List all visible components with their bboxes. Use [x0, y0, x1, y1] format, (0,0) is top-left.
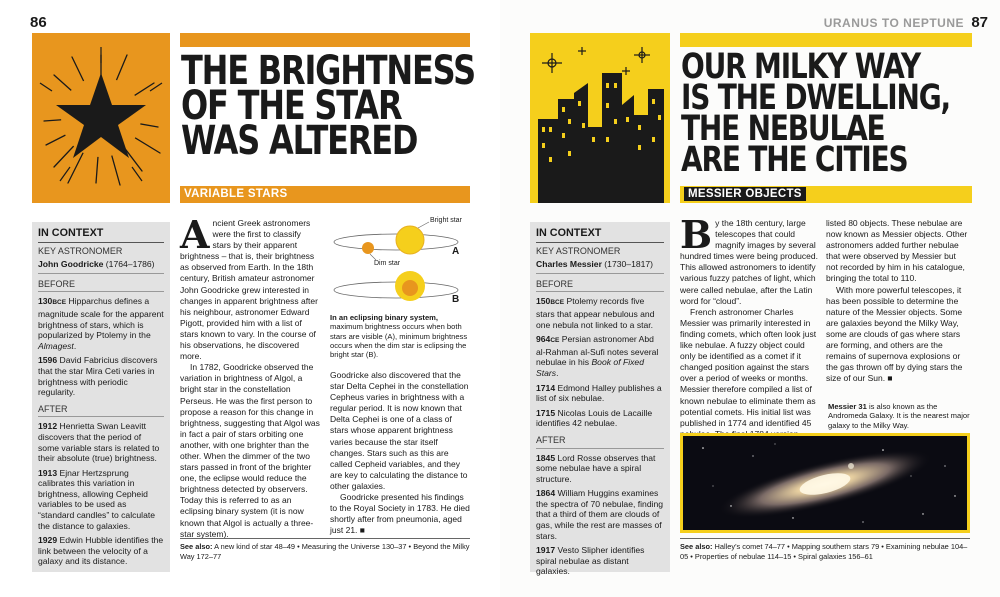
body-column-2: [826, 218, 970, 396]
astronomer-years: (1764–1786): [103, 259, 155, 270]
page-number: 86: [30, 14, 47, 31]
city-illustration: [530, 33, 670, 203]
paragraph: ncient Greek astronomers were the first to classify stars by their apparent brightness – that is, their brightness as observed from Earth. In the 18th century, British amateur astronomer John Goodricke grew interested in changes in apparent brightness after his neighbour, astronomer Edward Pigott, provided him with a list of stars known to vary. In the course of his observations, he discovered more.: [180, 218, 318, 362]
diagram-caption: In an eclipsing binary system, maximum brightness occurs when both stars are visible (A), minimum brightness occurs when the dim star is eclipsing the bright star (B).: [330, 313, 468, 360]
paragraph: Goodricke also discovered that the star Delta Cephei in the constellation Cepheus varies in brightness with a regular period. It is now known that Delta Cephei is one of a class of stars whose apparent brightness varies because the star itself changes. Stars such as this are called Cepheid variables, and they are key to calculating the distance to other galaxies.: [330, 370, 469, 491]
galaxy-icon: [683, 436, 967, 530]
key-astronomer: [536, 259, 664, 274]
page-number: 87: [971, 14, 988, 31]
label-a: A: [452, 246, 460, 257]
subtitle: VARIABLE STARS: [180, 186, 470, 203]
before-label: BEFORE: [38, 279, 164, 293]
title-band-top: [180, 33, 470, 47]
timeline-entry: 1715 Nicolas Louis de Lacaille identifies 42 nebulae.: [536, 407, 653, 429]
paragraph: Goodricke presented his findings to the Royal Society in 1783. He died shortly after from pneumonia, aged just 21. ■: [330, 492, 470, 536]
in-context-heading: IN CONTEXT: [536, 228, 664, 243]
see-also: See also: A new kind of star 48–49 • Measuring the Universe 130–37 • Beyond the Milky Way 172–77: [180, 538, 470, 561]
star-icon: [32, 33, 170, 203]
right-page: [500, 0, 1000, 597]
paragraph: In 1782, Goodricke observed the variation in brightness of Algol, a bright star in the constellation Perseus. He was the first person to propose a reason for this change in brightness, suggesting that Algol was in fact a pair of stars orbiting one another, with one brighter than the other. When the dimmer of the two stars passed in front of the brighter one, the eclipse would reduce the brightness detected by observers. Today this is referred to as an eclipsing binary system (it is now known that Algol is actually a three-star system).: [180, 362, 320, 539]
in-context-heading: IN CONTEXT: [38, 228, 164, 243]
title-line: WAS ALTERED: [181, 118, 418, 164]
after-label: AFTER: [536, 435, 664, 449]
timeline-entry: 1929 Edwin Hubble identifies the link between the velocity of a galaxy and its distance.: [38, 535, 164, 567]
see-also: See also: Halley’s comet 74–77 • Mapping southern stars 79 • Examining nebulae 104–05 • Properties of nebulae 114–15 • Spiral galaxies 156–61: [680, 538, 970, 561]
page-title: [681, 47, 950, 180]
timeline-entry: 1714 Edmond Halley publishes a list of six nebulae.: [536, 382, 662, 404]
bright-star-label: Bright star: [430, 217, 462, 224]
key-astronomer-label: KEY ASTRONOMER: [536, 245, 621, 256]
paragraph: listed 80 objects. These nebulae are now known as Messier objects. Other astronomers added further nebulae that were observed by Messier but not recorded by him in his catalogue, bringing the total to 110.: [826, 218, 968, 284]
paragraph: French astronomer Charles Messier was primarily interested in finding comets, which often look just like nebulae. A fuzzy object could only be identified as a comet if it changed position against the stars over a period of weeks or months. Messier therefore compiled a list of known nebulae to eliminate them as potential comets. His initial list was published in 1774 and identified 45: [680, 306, 817, 428]
skyline-icon: [530, 33, 670, 203]
andromeda-photo: [680, 433, 970, 533]
star-illustration: [32, 33, 170, 203]
photo-caption: Messier 31 is also known as the Andromeda Galaxy. It is the nearest major galaxy to the Milky Way.: [828, 402, 970, 430]
subtitle: MESSIER OBJECTS: [680, 186, 972, 203]
key-astronomer: [38, 259, 164, 274]
paragraph: With more powerful telescopes, it has been possible to determine the nature of the Messier objects. Some are galaxies beyond the Milky Way, some are clouds of gas where stars are forming, and others are the remains of supernova explosions or the gas thrown off by dying stars the size of our Sun. ■: [826, 284, 963, 384]
running-head: URANUS TO NEPTUNE: [823, 16, 964, 30]
in-context-sidebar: [32, 222, 170, 572]
timeline-entry: 1864 William Huggins examines the spectra of 70 nebulae, finding that a third of them are clouds of gas, while the rest are masses of stars.: [536, 488, 664, 541]
before-label: BEFORE: [536, 279, 664, 293]
drop-cap: B: [680, 212, 713, 257]
body-column-2: [330, 370, 470, 536]
timeline-entry: 1917 Vesto Slipher identifies spiral nebulae as distant galaxies.: [536, 545, 645, 577]
timeline-entry: 964CE Persian astronomer Abd al-Rahman al-Sufi notes several nebulae in his Book of Fixed Stars.: [536, 334, 659, 378]
astronomer-years: (1730–1817): [601, 259, 654, 270]
in-context-sidebar: [530, 222, 670, 577]
timeline-entry: 150BCE Ptolemy records five stars that appear nebulous and one nebula not linked to a star.: [536, 296, 655, 330]
dim-star-label: Dim star: [374, 260, 401, 267]
title-line: ARE THE CITIES: [681, 140, 908, 180]
timeline-entry: 1596 David Fabricius discovers that the star Mira Ceti varies in brightness with periodic regularity.: [38, 355, 158, 398]
paragraph: y the 18th century, large telescopes that could magnify images by several hundred times were being produced. This allowed astronomers to identify various fuzzy patches of light, which were called nebulae, after the Latin word for “cloud”.: [680, 218, 818, 306]
title-band-top: [680, 33, 972, 47]
title-line: IS THE DWELLING,: [681, 78, 950, 118]
title-line: THE NEBULAE: [681, 109, 885, 149]
astronomer-name: John Goodricke: [38, 259, 104, 270]
key-astronomer-label: KEY ASTRONOMER: [38, 245, 123, 256]
drop-cap: A: [180, 212, 210, 257]
label-b: B: [452, 294, 460, 305]
astronomer-name: Charles Messier: [536, 259, 602, 270]
title-line: OF THE STAR: [181, 83, 402, 129]
timeline-entry: 130BCE Hipparchus defines a magnitude scale for the apparent brightness of stars, which is popularized by Ptolemy in the Almagest.: [38, 296, 164, 351]
timeline-entry: 1845 Lord Rosse observes that some nebulae have a spiral structure.: [536, 452, 656, 484]
body-column-1: [680, 212, 820, 430]
timeline-entry: 1912 Henrietta Swan Leavitt discovers that the period of some variable stars is related to their absolute (true) brightness.: [38, 421, 160, 464]
eclipsing-binary-diagram: [326, 216, 472, 308]
timeline-entry: 1913 Ejnar Hertzsprung calibrates this variation in brightness, allowing Cepheid variables to be used as “standard candles” to calculate the distance to galaxies.: [38, 467, 156, 531]
title-line: THE BRIGHTNESS: [181, 48, 475, 94]
after-label: AFTER: [38, 404, 164, 418]
title-line: OUR MILKY WAY: [681, 47, 920, 87]
body-column-1: [180, 212, 320, 539]
page-title: [181, 48, 475, 164]
